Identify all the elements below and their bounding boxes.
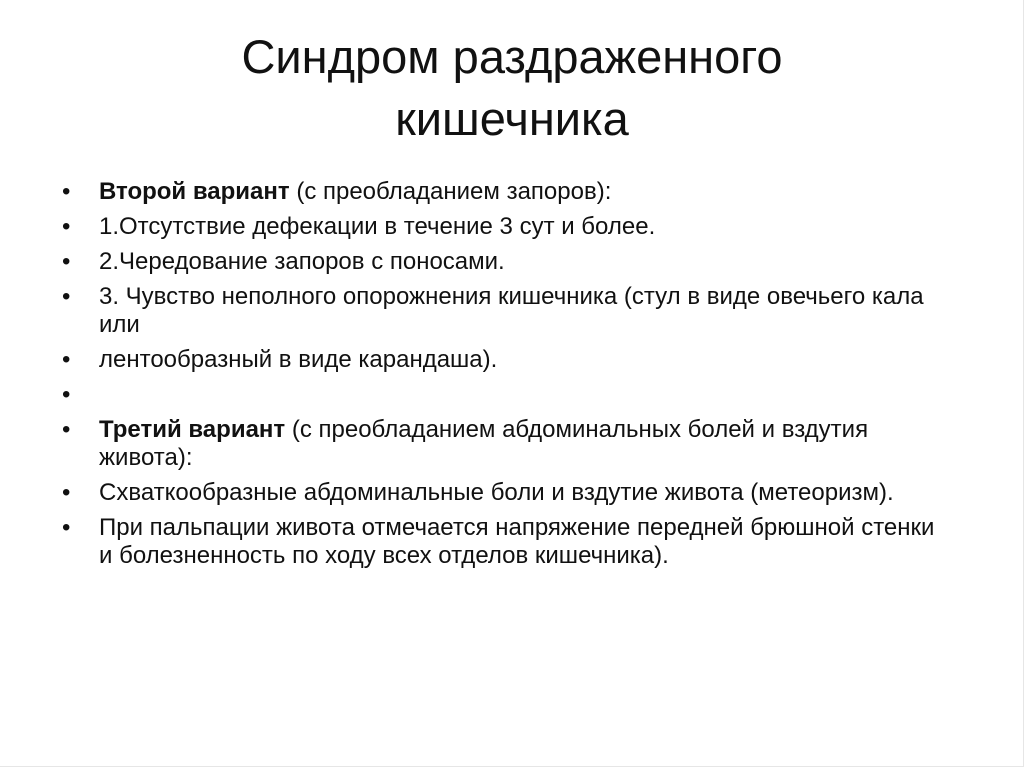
bullet-text: При пальпации живота отмечается напряжение передней брюшной стенки и болезненность по ходу всех отделов кишечника). [99,514,935,569]
bullet-list [62,178,942,577]
bullet-item [62,248,942,276]
slide-title [80,26,944,150]
bullet-text: лентообразный в виде карандаша). [99,346,498,373]
bullet-text: (с преобладанием абдоминальных болей и вздутия живота): [99,416,869,471]
slide-title-line-2: кишечника [395,92,629,145]
bullet-item [62,346,942,374]
bullet-text: Схваткообразные абдоминальные боли и вздутие живота (метеоризм). [99,479,894,506]
bullet-icon: • [62,283,71,310]
bullet-icon: • [62,381,71,408]
bullet-text: (с преобладанием запоров): [289,178,612,205]
bullet-bold-label: Второй вариант [99,178,290,205]
bullet-icon: • [62,213,71,240]
bullet-icon: • [62,178,71,205]
bullet-icon: • [62,514,71,541]
bullet-item [62,479,942,507]
bullet-icon: • [62,416,71,443]
bullet-icon: • [62,479,71,506]
bullet-item [62,416,942,472]
bullet-text: 1.Отсутствие дефекации в течение 3 сут и более. [99,213,656,240]
bullet-item [62,213,942,241]
bullet-icon: • [62,248,71,275]
bullet-icon: • [62,346,71,373]
bullet-item [62,178,942,206]
bullet-item [62,514,942,570]
bullet-text: 2.Чередование запоров с поносами. [99,248,505,275]
bullet-bold-label: Третий вариант [99,416,286,443]
bullet-item [62,283,942,339]
bullet-item-empty [62,381,942,409]
slide-title-line-1: Синдром раздраженного [241,30,783,83]
bullet-text: 3. Чувство неполного опорожнения кишечника (стул в виде овечьего кала или [99,283,924,338]
